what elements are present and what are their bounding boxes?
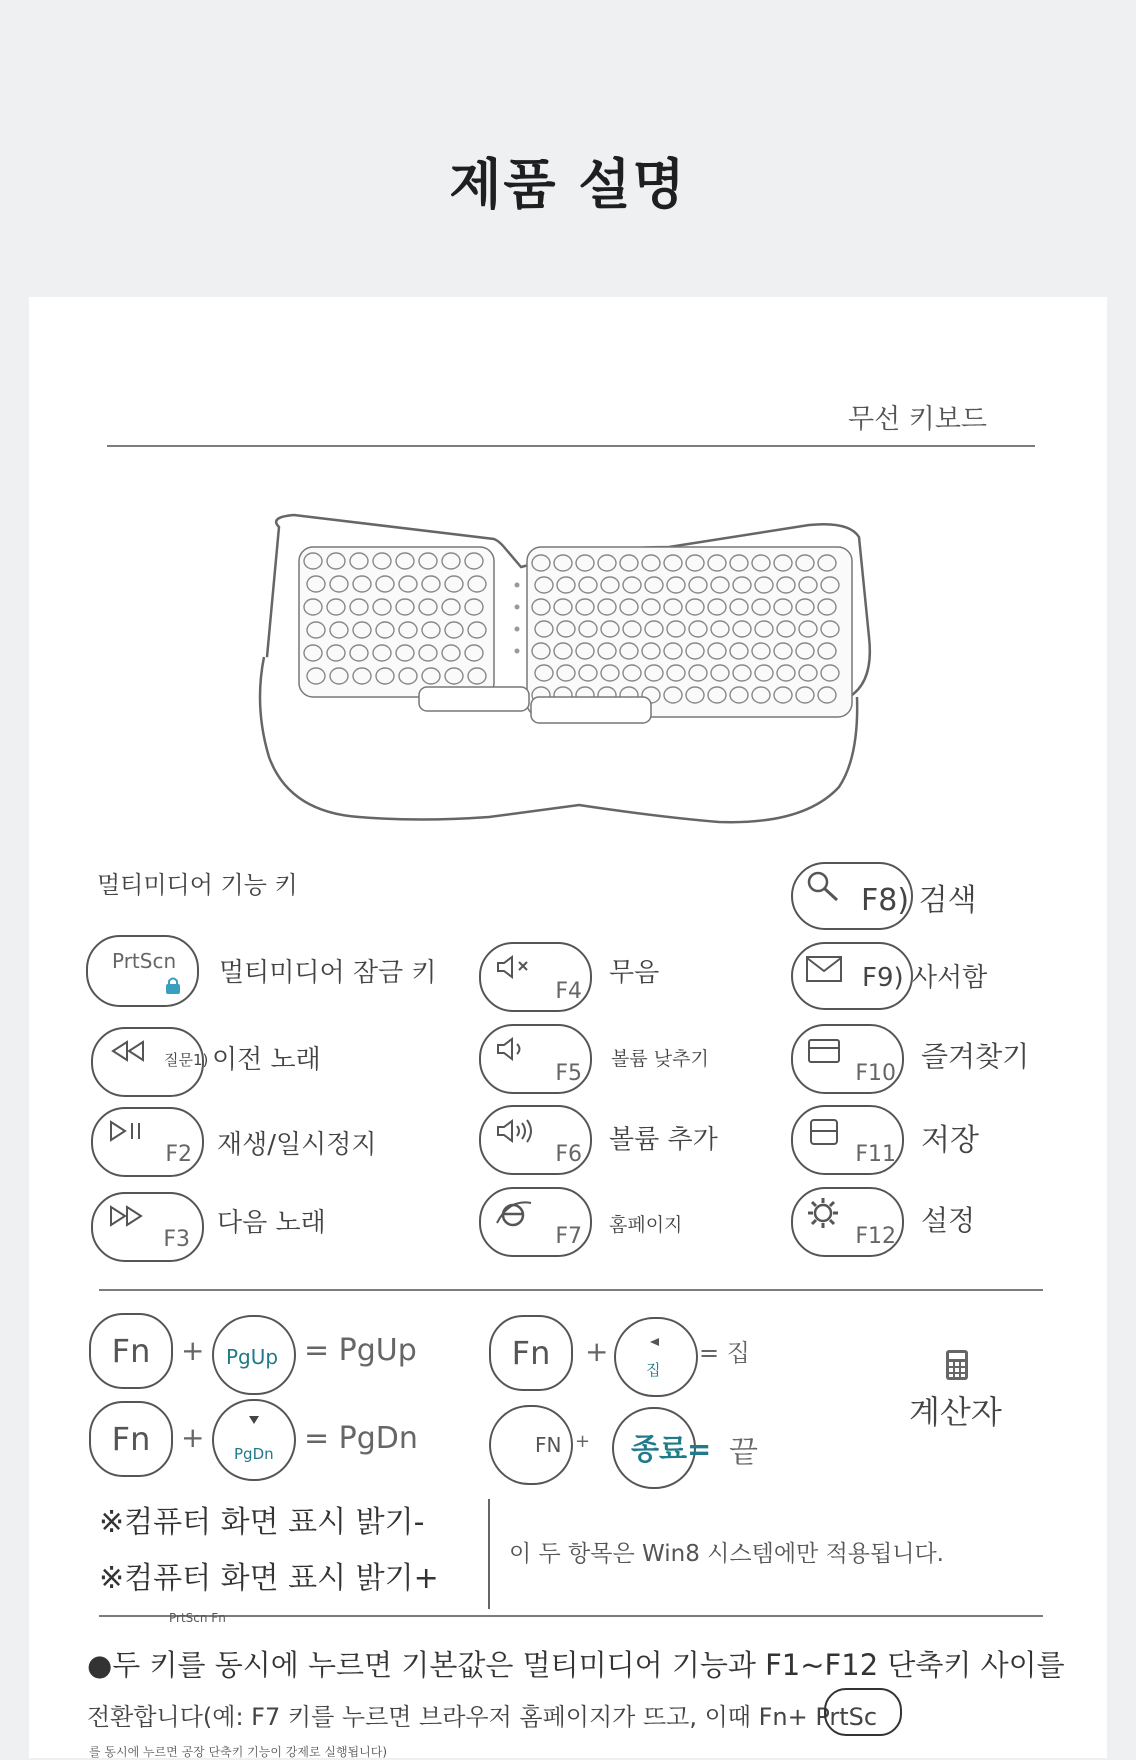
f11-key bbox=[791, 1105, 904, 1175]
prtscn-key-text: PrtScn bbox=[112, 949, 177, 973]
product-card bbox=[29, 297, 1107, 1758]
prtscn-key bbox=[86, 935, 199, 1007]
f6-label: 볼륨 추가 bbox=[609, 1125, 718, 1155]
win8-note: 이 두 항목은 Win8 시스템에만 적용됩니다. bbox=[509, 1541, 944, 1567]
brightness-down-note: ※컴퓨터 화면 표시 밝기- bbox=[99, 1505, 425, 1540]
notes-vertical-divider bbox=[488, 1499, 490, 1609]
save-icon bbox=[807, 1117, 843, 1147]
f2-key bbox=[91, 1107, 204, 1177]
mute-icon bbox=[495, 954, 535, 980]
f12-label: 설정 bbox=[921, 1204, 976, 1237]
pgup-result: = PgUp bbox=[304, 1333, 417, 1368]
home-result: = 집 bbox=[699, 1339, 750, 1367]
next-track-icon bbox=[107, 1204, 147, 1228]
mail-icon bbox=[805, 954, 845, 984]
browser-icon bbox=[495, 1199, 535, 1229]
f2-key-text: F2 bbox=[165, 1142, 192, 1167]
lock-icon bbox=[164, 975, 182, 995]
plus-sign-pgup: + bbox=[181, 1334, 205, 1367]
folder-icon bbox=[807, 1036, 843, 1066]
f4-key bbox=[479, 942, 592, 1012]
pgup-key bbox=[212, 1315, 296, 1395]
f3-label: 다음 노래 bbox=[217, 1208, 326, 1238]
search-icon bbox=[805, 870, 841, 904]
calculator-label: 계산자 bbox=[909, 1393, 1002, 1431]
f1-prefix: 질문1) bbox=[164, 1051, 209, 1069]
home-key-text: 집 bbox=[646, 1361, 661, 1379]
f11-label: 저장 bbox=[921, 1123, 979, 1158]
bottom-note-line2: 전환합니다(예: F7 키를 누르면 브라우저 홈페이지가 뜨고, 이때 Fn+ PrtSc bbox=[87, 1703, 878, 1731]
f7-key bbox=[479, 1187, 592, 1257]
end-key-text: 종료= bbox=[631, 1432, 712, 1466]
page-title: 제품 설명 bbox=[449, 153, 687, 216]
pgdn-key-text: PgDn bbox=[234, 1445, 274, 1463]
pgdn-key bbox=[212, 1399, 296, 1481]
f4-label: 무음 bbox=[609, 958, 660, 988]
play-pause-icon bbox=[107, 1119, 147, 1143]
middle-divider bbox=[99, 1289, 1043, 1291]
previous-track-icon bbox=[107, 1039, 147, 1063]
f12-key bbox=[791, 1187, 904, 1257]
end-result: 끝 bbox=[729, 1435, 758, 1470]
plus-sign-end: + bbox=[575, 1431, 591, 1452]
ergonomic-keyboard-illustration bbox=[249, 507, 939, 837]
pgup-key-text: PgUp bbox=[226, 1345, 279, 1369]
bottom-note-line1: ●두 키를 동시에 누르면 기본값은 멀티미디어 기능과 F1~F12 단축키 사이를 bbox=[87, 1648, 1065, 1682]
f3-key-text: F3 bbox=[163, 1227, 190, 1252]
f12-key-text: F12 bbox=[855, 1224, 896, 1249]
f5-key-text: F5 bbox=[555, 1061, 582, 1086]
tiny-overlay-text: PrtScn Fn bbox=[169, 1611, 226, 1625]
keyboard-label: 무선 키보드 bbox=[848, 404, 987, 435]
down-arrow-icon bbox=[248, 1415, 260, 1425]
settings-gear-icon bbox=[805, 1195, 841, 1231]
f5-label: 볼륨 낮추기 bbox=[611, 1048, 709, 1070]
f7-key-text: F7 bbox=[555, 1224, 582, 1249]
bottom-note-line3: 를 동시에 누르면 공장 단축키 기능이 강제로 실행됩니다) bbox=[89, 1745, 388, 1759]
f1-label: 이전 노래 bbox=[212, 1045, 321, 1075]
f9-label: F9) 사서함 bbox=[862, 963, 988, 993]
home-key bbox=[614, 1317, 698, 1397]
fn-key-pgup: Fn bbox=[89, 1313, 173, 1389]
volume-up-icon bbox=[495, 1117, 539, 1145]
plus-sign-pgdn: + bbox=[181, 1421, 205, 1454]
plus-sign-home: + bbox=[585, 1335, 609, 1368]
fn-key-pgdn: Fn bbox=[89, 1401, 173, 1477]
pgdn-result: = PgDn bbox=[304, 1421, 418, 1456]
f6-key bbox=[479, 1105, 592, 1175]
f3-key bbox=[91, 1192, 204, 1262]
brightness-up-note: ※컴퓨터 화면 표시 밝기+ bbox=[99, 1561, 439, 1596]
f5-key bbox=[479, 1024, 592, 1094]
f10-key-text: F10 bbox=[855, 1061, 896, 1086]
volume-down-icon bbox=[495, 1036, 535, 1062]
f10-label: 즐겨찾기 bbox=[921, 1040, 1030, 1073]
prtscn-label: 멀티미디어 잠금 키 bbox=[219, 958, 437, 988]
multimedia-heading: 멀티미디어 기능 키 bbox=[97, 871, 298, 899]
f8-label: F8) 검색 bbox=[861, 883, 977, 918]
fn-key-home: Fn bbox=[489, 1315, 573, 1391]
fn-key-end bbox=[489, 1405, 573, 1485]
prtsc-highlight-ring bbox=[824, 1688, 902, 1736]
bottom-divider bbox=[99, 1615, 1043, 1617]
left-arrow-icon bbox=[648, 1337, 660, 1347]
fn-key-end-text: FN bbox=[535, 1433, 562, 1457]
calculator-icon bbox=[944, 1349, 970, 1381]
f2-label: 재생/일시정지 bbox=[217, 1130, 377, 1160]
top-divider bbox=[107, 445, 1035, 447]
f11-key-text: F11 bbox=[855, 1142, 896, 1167]
f10-key bbox=[791, 1024, 904, 1094]
f7-label: 홈페이지 bbox=[609, 1214, 683, 1236]
f6-key-text: F6 bbox=[555, 1142, 582, 1167]
f4-key-text: F4 bbox=[555, 979, 582, 1004]
